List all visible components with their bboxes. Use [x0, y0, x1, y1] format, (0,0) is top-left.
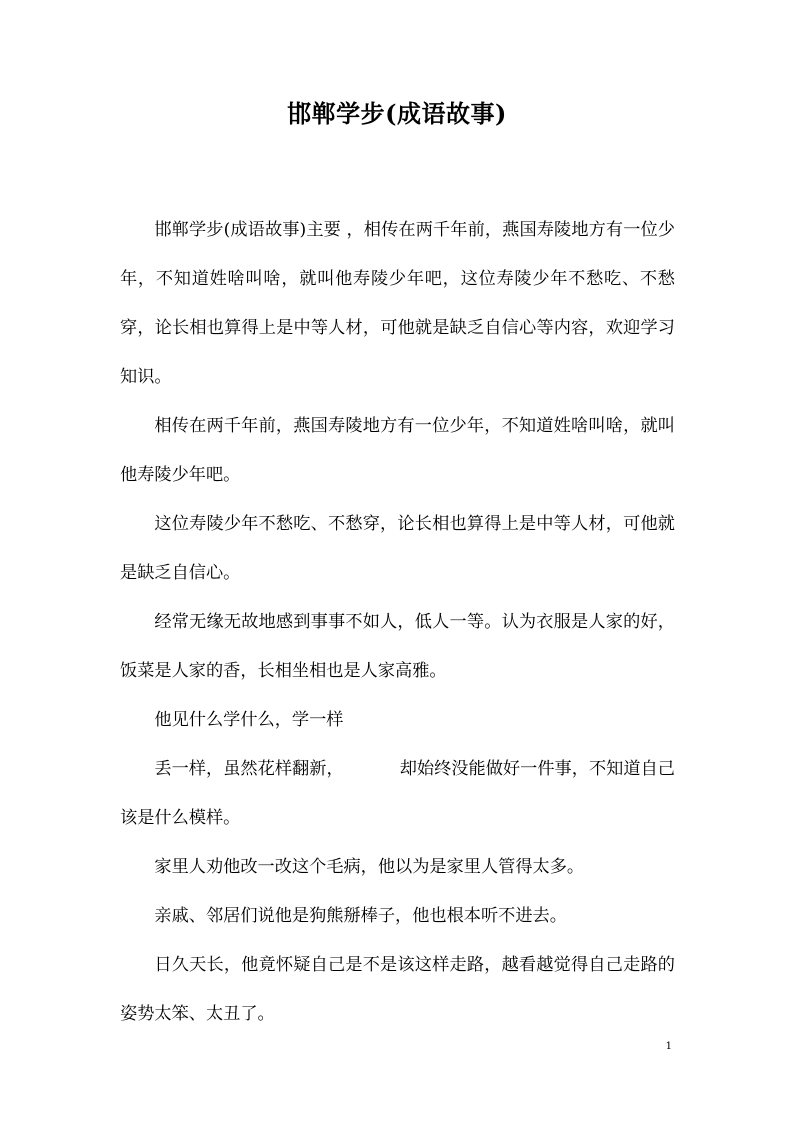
document-body: [120, 206, 675, 1039]
paragraph-with-gap: [120, 745, 675, 843]
paragraph: 他见什么学什么，学一样: [154, 710, 344, 730]
paragraph: 日久天长，他竟怀疑自己是不是该这样走路，越看越觉得自己走路的姿势太笨、太丑了。: [120, 955, 675, 1024]
document-title: 邯郸学步(成语故事): [287, 99, 507, 128]
page-number: 1: [665, 1041, 672, 1052]
paragraph: 亲戚、邻居们说他是狗熊掰棒子，他也根本听不进去。: [154, 906, 567, 926]
paragraph-segment: 丢一样，虽然花样翻新，: [154, 759, 344, 779]
paragraph: 邯郸学步(成语故事)主要 ，相传在两千年前，燕国寿陵地方有一位少年，不知道姓啥叫啥，就叫他寿陵少年吧，这位寿陵少年不愁吃、不愁穿，论长相也算得上是中等人材，可他就是缺乏自信心等内容，欢迎学习知识。: [120, 220, 675, 387]
paragraph: 经常无缘无故地感到事事不如人，低人一等。认为衣服是人家的好，饭菜是人家的香，长相坐相也是人家高雅。: [120, 612, 675, 681]
paragraph: 家里人劝他改一改这个毛病，他以为是家里人管得太多。: [154, 857, 585, 877]
paragraph: 相传在两千年前，燕国寿陵地方有一位少年，不知道姓啥叫啥，就叫他寿陵少年吧。: [120, 416, 675, 485]
paragraph-segment: 却始终没能做好一件事，不知道自己该是什么模样。: [120, 759, 675, 828]
paragraph: 这位寿陵少年不愁吃、不愁穿，论长相也算得上是中等人材，可他就是缺乏自信心。: [120, 514, 675, 583]
